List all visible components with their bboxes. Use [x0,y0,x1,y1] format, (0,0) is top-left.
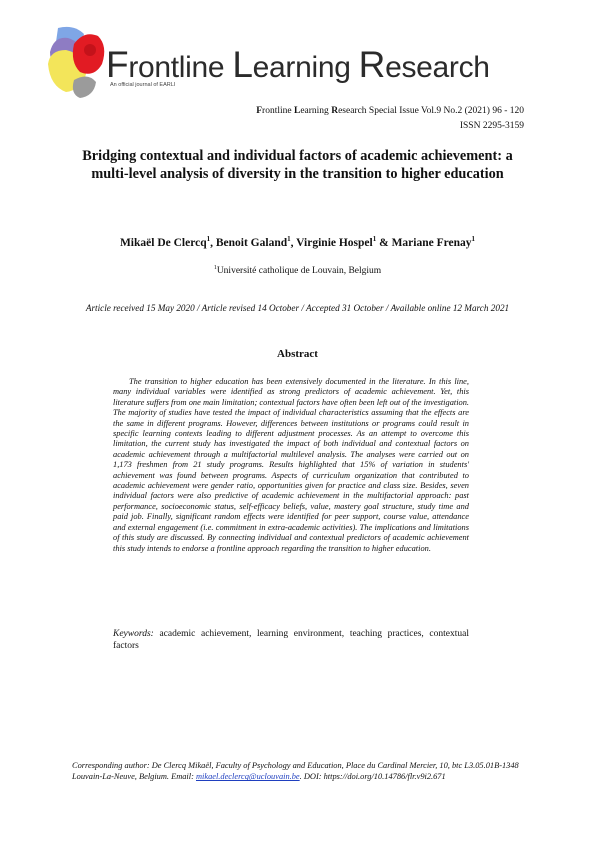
author-name: Virginie Hospel [296,236,373,249]
keywords-label: Keywords: [113,629,154,639]
author-name: Benoit Galand [215,236,288,249]
journal-logo [44,24,490,104]
logo-wordmark: Frontline Learning Research [106,44,490,85]
logo-subtitle: An official journal of EARLI [110,82,176,88]
email-link[interactable]: mikael.declercq@uclouvain.be [195,772,300,782]
keywords [113,628,469,652]
issn: ISSN 2295-3159 [459,121,524,131]
abstract-heading: Abstract [277,348,318,360]
author-name: Mikaël De Clercq [119,236,207,249]
journal-issue-line: Frontline Learning Research Special Issue Vol.9 No.2 (2021) 96 - 120 [256,106,524,116]
logo-gray-shape [73,76,96,98]
article-title: Bridging contextual and individual factors of academic achievement: a multi-level analysis of diversity in the transition to higher education [82,148,513,182]
corresponding-author-note: Corresponding author: De Clercq Mikaël, Faculty of Psychology and Education, Place du Cardinal Mercier, 10, btc L3.05.01B-1348 Louvain-La-Neuve, Belgium. Email: mikael.declercq@uclouvain.be. DOI: https://doi.org/10.14786/flr.v9i2.671 [72,761,519,782]
author-list: Mikaël De Clercq$^1$, Benoit Galand$^1$, Virginie Hospel$^1$ & Mariane Frenay$^1$ [119,235,476,249]
abstract-text: The transition to higher education has been extensively documented in the literature. In this line, many individual variables were identified as strong predictors of academic achievement. Yet, this literature suffers from one main limitation; contextual factors have often been left out of the investigation. The majority of studies have tested the impact of individual characteristics assuming that the effects are the same in different programs. However, differences between institutions or programs could result in specific learning contexts leading to different adjustment processes. As an attempt to overcome this limitation, the current study has investigated the impact of both individual and contextual factors on academic achievement through a multifactorial multilevel analysis. The analyses were carried out on 1,173 freshmen from 21 study programs. Results highlighted that 15% of variation in students' achievement was found between programs. Aspects of curriculum organization that contributed to academic achievement were gender ratio, opportunities given for practice and class size. Besides, seven individual factors were also predictive of academic achievement in the multifactorial approach: past performance, socioeconomic status, self-efficacy beliefs, value, mastery goal structure, study time and paid job. Finally, significant random effects were identified for peer support, course value, attendance and external engagement (i.e. commitment in extra-academic activities). The implications and limitations of this study are discussed. By connecting individual and contextual predictors of academic achievement this study intends to endorse a frontline approach regarding the transition to higher education. [113,377,469,553]
keywords-text: academic achievement, learning environment, teaching practices, contextual factors [113,629,469,651]
author-name: Mariane Frenay [391,236,472,249]
affiliation: $^1$Université catholique de Louvain, Belgium [213,265,382,277]
article-dates: Article received 15 May 2020 / Article revised 14 October / Accepted 31 October / Available online 12 March 2021 [85,303,510,313]
